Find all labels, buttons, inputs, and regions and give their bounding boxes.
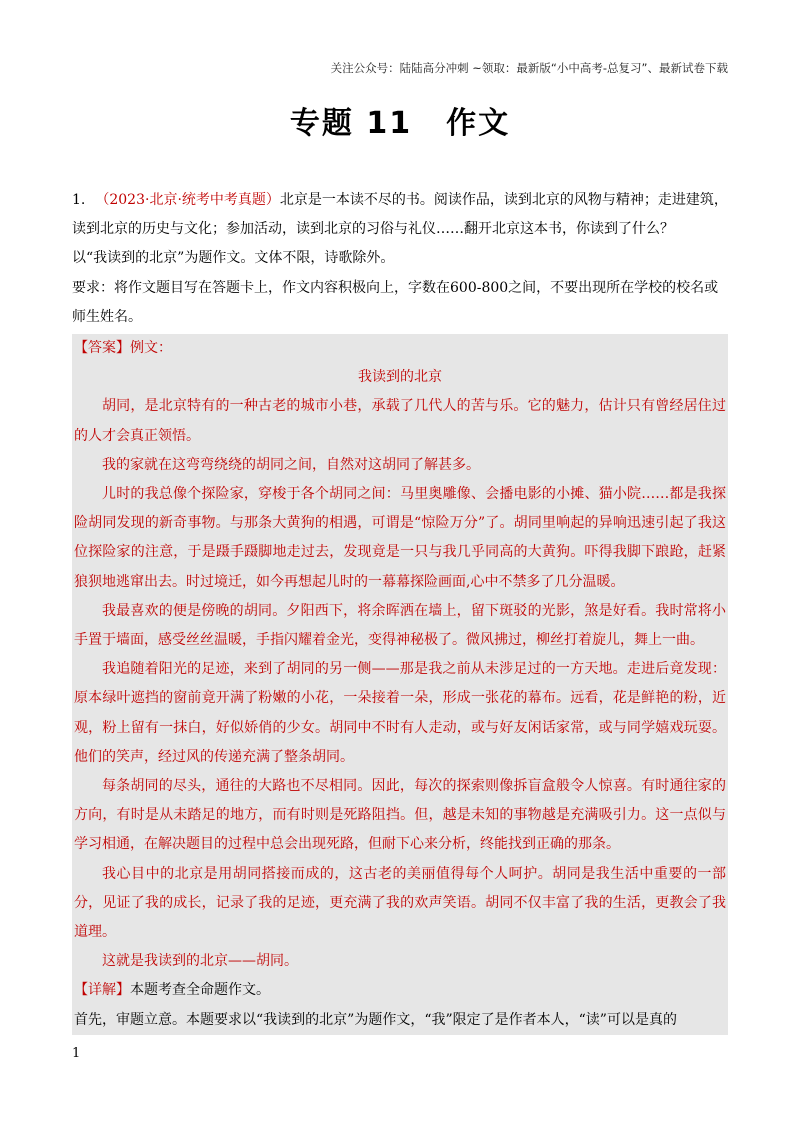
detail-label: 【详解】 bbox=[74, 982, 130, 999]
question-number: 1. bbox=[72, 192, 86, 208]
essay-paragraph: 这就是我读到的北京——胡同。 bbox=[102, 953, 298, 970]
answer-label: 【答案】例文： bbox=[74, 340, 172, 357]
document-body bbox=[72, 186, 728, 1035]
essay-title: 我读到的北京 bbox=[358, 369, 442, 386]
detail-analysis: 首先，审题立意。本题要求以“我读到的北京”为题作文，“我”限定了是作者本人，“读”可以是真的 bbox=[74, 1011, 677, 1028]
question-block bbox=[72, 186, 728, 332]
title-topic-number: 专题 11 bbox=[289, 106, 413, 141]
question-prompt bbox=[72, 186, 728, 244]
title-topic-name: 作文 bbox=[446, 106, 511, 141]
essay-paragraph: 儿时的我总像个探险家，穿梭于各个胡同之间：马里奥雕像、会播电影的小摊、猫小院……都是我探险胡同发现的新奇事物。与那条大黄狗的相遇，可谓是“惊险万分”了。胡同里响起的异响迅速引起了我这位探险家的注意，于是蹑手蹑脚地走过去，发现竟是一只与我几乎同高的大黄狗。吓得我脚下踉跄，赶紧狼狈地逃窜出去。时过境迁，如今再想起儿时的一幕幕探险画面,心中不禁多了几分温暖。 bbox=[74, 486, 726, 590]
essay-paragraph: 每条胡同的尽头，通往的大路也不尽相同。因此，每次的探索则像拆盲盒般令人惊喜。有时通往家的方向，有时是从未踏足的地方，而有时则是死路阻挡。但，越是未知的事物越是充满吸引力。这一点似与学习相通，在解决题目的过程中总会出现死路，但耐下心来分析，终能找到正确的那条。 bbox=[74, 778, 726, 853]
question-source: （2023·北京·统考中考真题） bbox=[95, 192, 280, 208]
question-requirement: 要求：将作文题目写在答题卡上，作文内容积极向上，字数在600-800之间，不要出现所在学校的校名或师生姓名。 bbox=[72, 279, 719, 325]
question-task: 以“我读到的北京”为题作文。文体不限，诗歌除外。 bbox=[72, 250, 395, 267]
answer-block bbox=[72, 334, 728, 1035]
essay-paragraph: 我心目中的北京是用胡同搭接而成的，这古老的美丽值得每个人呵护。胡同是我生活中重要的一部分，见证了我的成长，记录了我的足迹，更充满了我的欢声笑语。胡同不仅丰富了我的生活，更教会了我道理。 bbox=[74, 865, 726, 941]
essay-paragraph: 我追随着阳光的足迹，来到了胡同的另一侧——那是我之前从未涉足过的一方天地。走进后竟发现：原本绿叶遮挡的窗前竟开满了粉嫩的小花，一朵接着一朵，形成一张花的幕布。远看，花是鲜艳的粉，近观，粉上留有一抹白，好似娇俏的少女。胡同中不时有人走动，或与好友闲话家常，或与同学嬉戏玩耍。他们的笑声，经过风的传递充满了整条胡同。 bbox=[74, 661, 726, 765]
question-intro: 北京是一本读不尽的书。阅读作品，读到北京的风物与精神；走进建筑，读到北京的历史与文化；参加活动，读到北京的习俗与礼仪……翻开北京这本书，你读到了什么？ bbox=[72, 192, 728, 238]
essay-paragraph: 我最喜欢的便是傍晚的胡同。夕阳西下，将余晖洒在墙上，留下斑驳的光影，煞是好看。我时常将小手置于墙面，感受丝丝温暖，手指闪耀着金光，变得神秘极了。微风拂过，柳丝打着旋儿，舞上一曲。 bbox=[74, 602, 726, 649]
essay-paragraph: 我的家就在这弯弯绕绕的胡同之间，自然对这胡同了解甚多。 bbox=[102, 456, 480, 473]
page-number: 1 bbox=[72, 1046, 81, 1061]
essay-paragraph: 胡同，是北京特有的一种古老的城市小巷，承载了几代人的苦与乐。它的魅力，估计只有曾经居住过的人才会真正领悟。 bbox=[74, 398, 726, 444]
page-title bbox=[0, 98, 800, 142]
header-note: 关注公众号：陆陆高分冲刺 ~领取：最新版“小中高考-总复习”、最新试卷下载 bbox=[330, 61, 728, 75]
detail-line bbox=[74, 976, 726, 1005]
detail-text: 本题考查全命题作文。 bbox=[130, 982, 270, 999]
